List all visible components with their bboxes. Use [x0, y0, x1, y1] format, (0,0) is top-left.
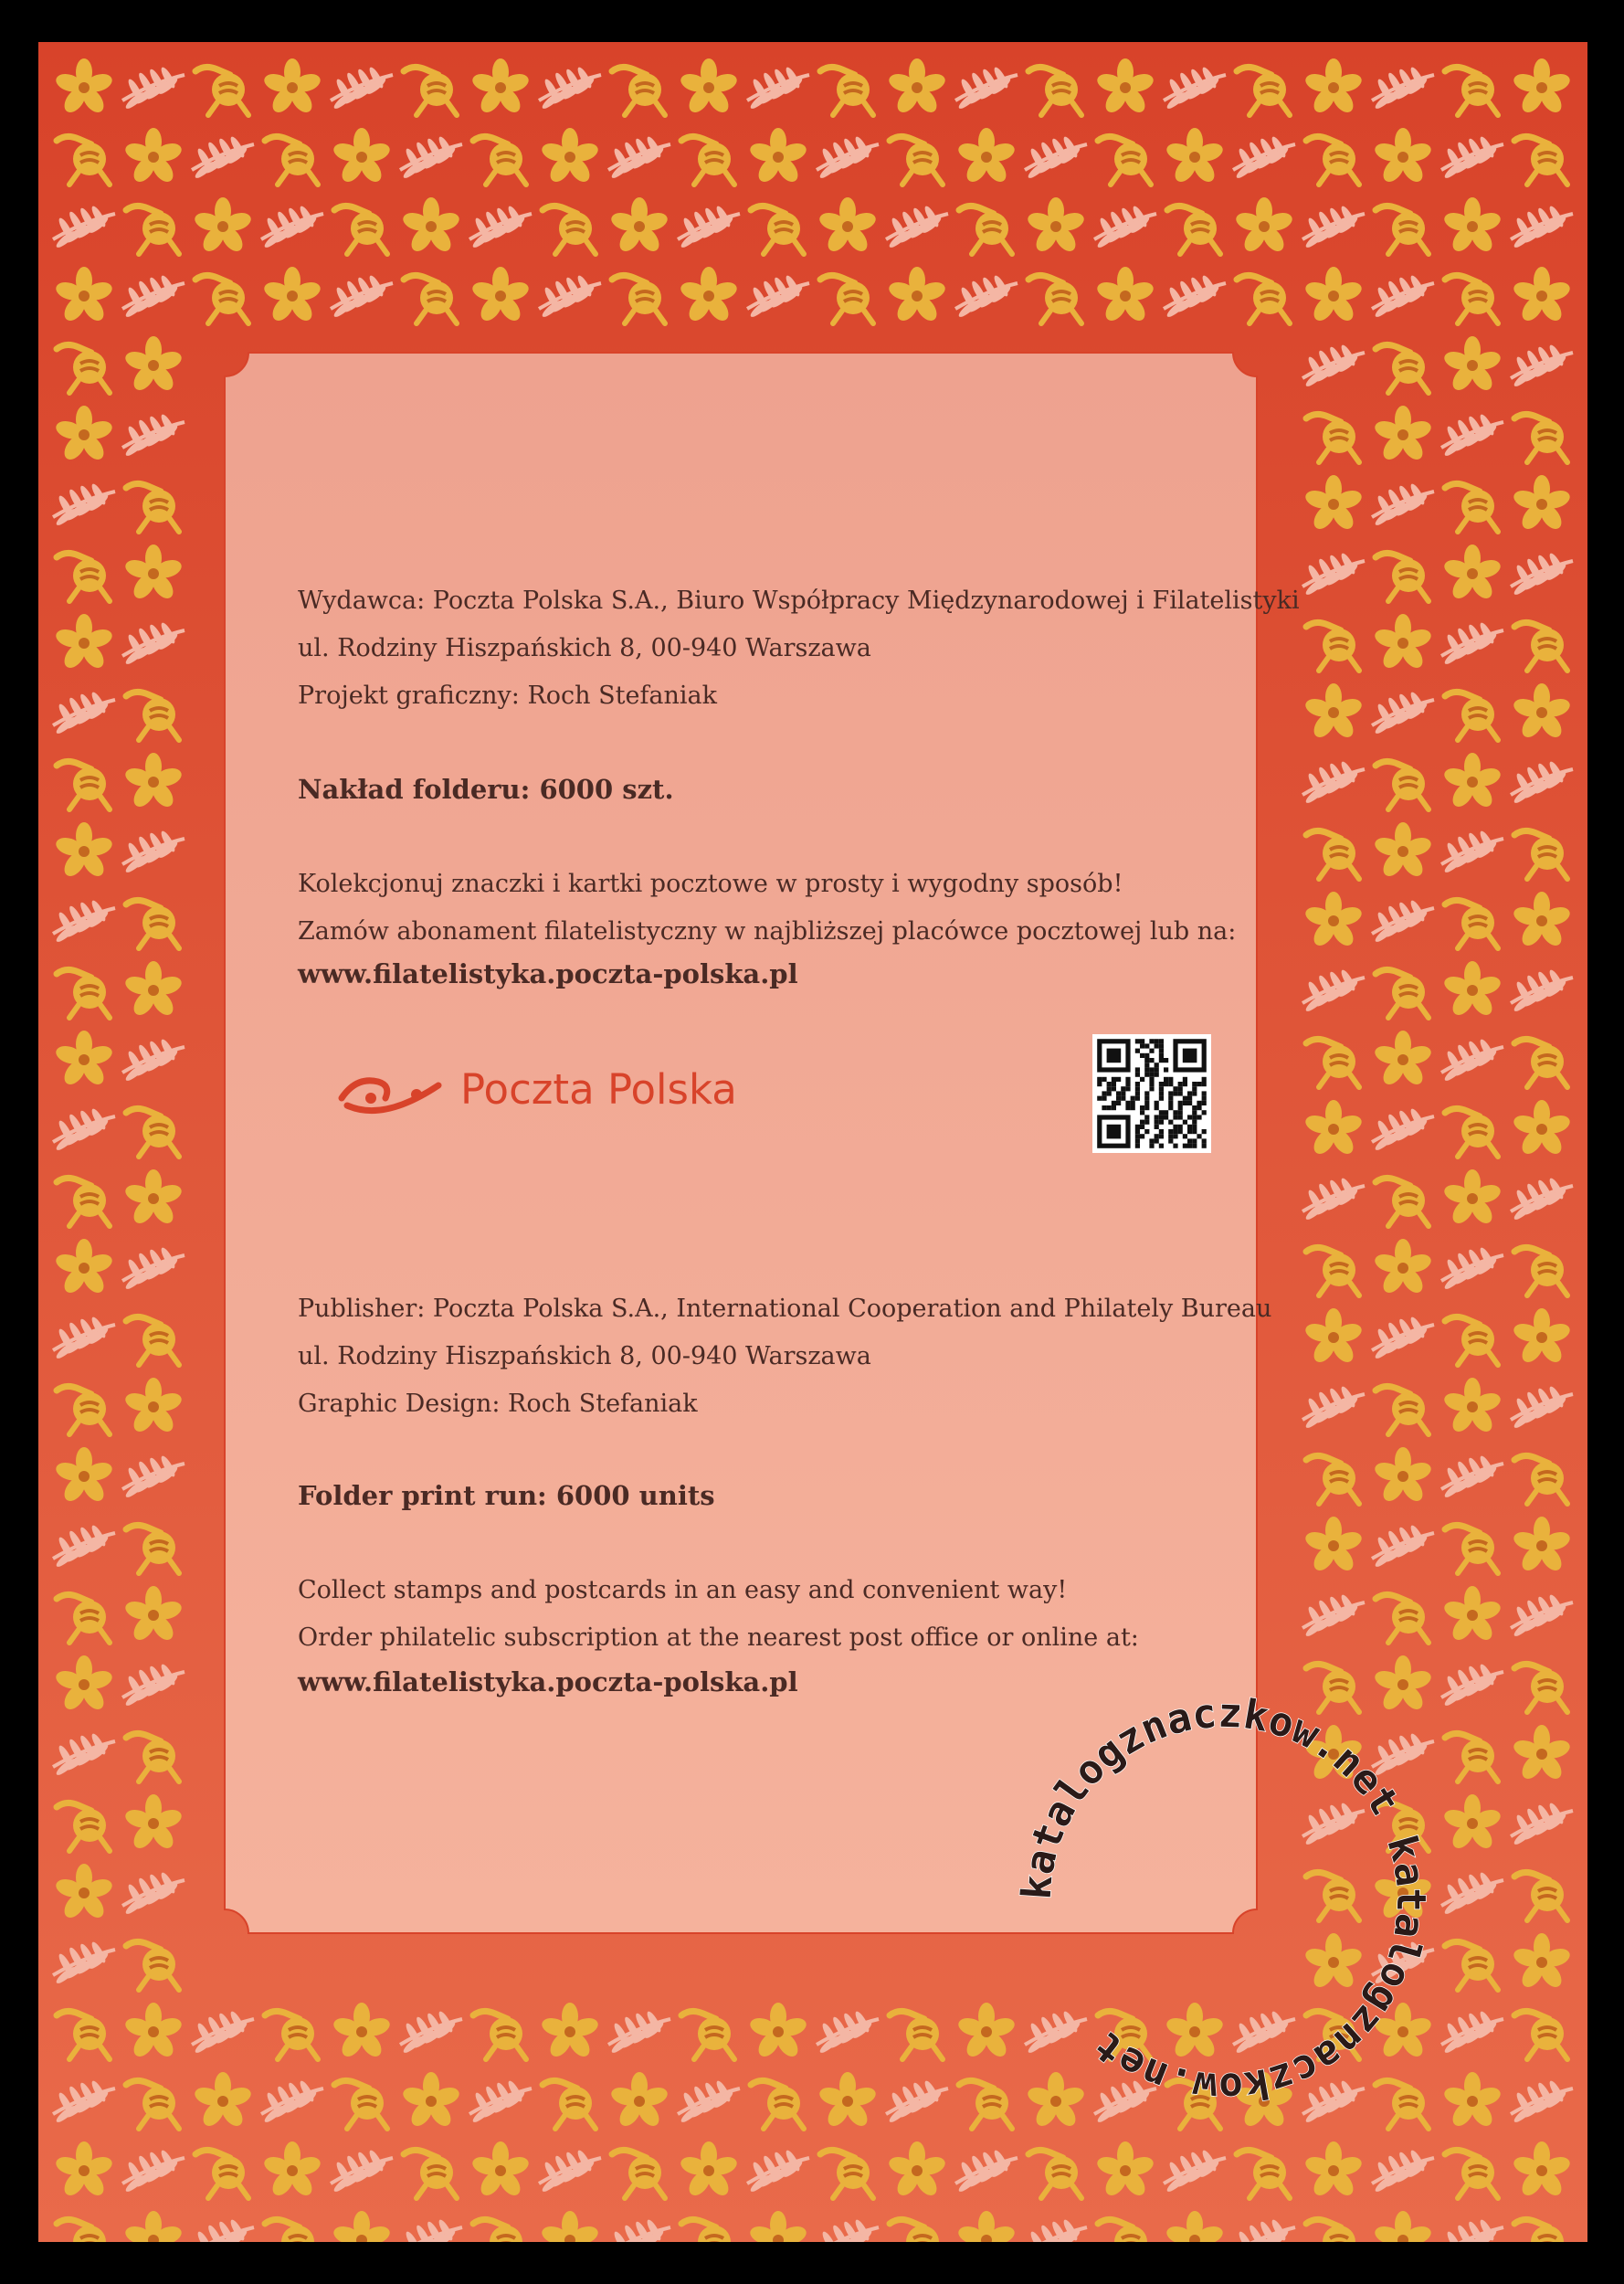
watermark-text: katalogznaczkow.net katalogznaczkow.net — [1013, 1689, 1435, 2111]
print-run-pl: Nakład folderu: 6000 szt. — [298, 774, 674, 805]
publisher-pl: Wydawca: Poczta Polska S.A., Biuro Współpracy Międzynarodowej i Filatelistyki — [298, 587, 1300, 615]
design-pl: Projekt graficzny: Roch Stefaniak — [298, 682, 718, 710]
order-pl: Zamów abonament filatelistyczny w najbliższej placówce pocztowej lub na: — [298, 917, 1237, 946]
qr-code-icon — [1092, 1034, 1211, 1153]
publisher-en: Publisher: Poczta Polska S.A., International Cooperation and Philately Bureau — [298, 1295, 1272, 1323]
logo-wordmark: Poczta Polska — [460, 1065, 737, 1114]
order-en: Order philatelic subscription at the nearest post office or online at: — [298, 1623, 1139, 1652]
collect-pl: Kolekcjonuj znaczki i kartki pocztowe w prosty i wygodny sposób! — [298, 870, 1123, 898]
url-en: www.filatelistyka.poczta-polska.pl — [298, 1666, 798, 1697]
url-pl: www.filatelistyka.poczta-polska.pl — [298, 958, 798, 989]
watermark-stamp — [986, 1663, 1461, 2138]
address-en: ul. Rodziny Hiszpańskich 8, 00-940 Warszawa — [298, 1342, 871, 1370]
svg-text:katalogznaczkow.net katalogzna — [1014, 1690, 1434, 2111]
design-en: Graphic Design: Roch Stefaniak — [298, 1390, 698, 1418]
address-pl: ul. Rodziny Hiszpańskich 8, 00-940 Warszawa — [298, 634, 871, 662]
print-run-en: Folder print run: 6000 units — [298, 1480, 715, 1511]
collect-en: Collect stamps and postcards in an easy and convenient way! — [298, 1576, 1068, 1604]
